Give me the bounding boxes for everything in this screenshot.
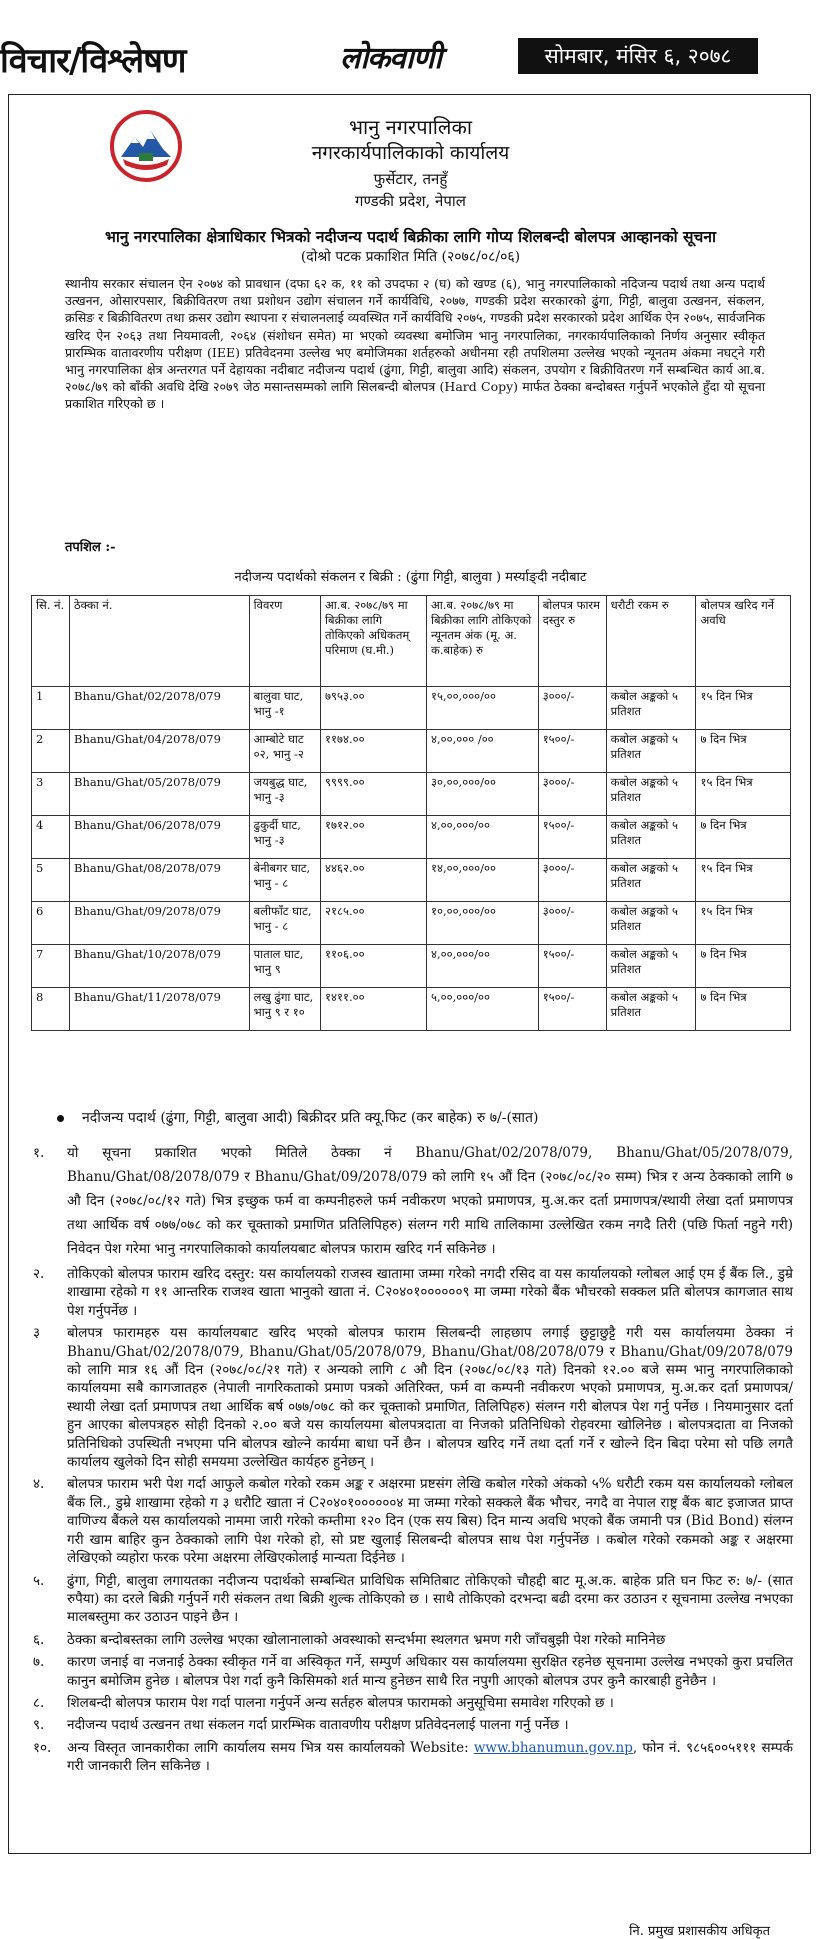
header-cell: आ.ब. २०७८/७९ मा बिक्रीका लागि तोकिएको अधिकतम् परिमाण (घ.मी.) xyxy=(321,596,427,687)
newspaper-masthead xyxy=(0,0,823,100)
table-cell: 5 xyxy=(32,859,70,902)
table-cell: ११०६.०० xyxy=(321,945,427,988)
table-cell: ७ दिन भित्र xyxy=(696,988,791,1031)
scope-line: नदीजन्य पदार्थको संकलन र बिक्री : (ढुंगा गिट्टी, बालुवा ) मर्स्याङ्दी नदीबाट xyxy=(234,570,587,585)
clause-text: तोकिएको बोलपत्र फाराम खरिद दस्तुर: यस कार्यालयको राजस्व खातामा जम्मा गरेको नगदी रसिद वा यस कार्यालयको ग्लोबल आई एम ई बैंक लि., डुम्रे शाखामा रहेको ग ११ आन्तरिक राजश्व खाता भानुको खाता नं. C२०४०१००००००९ मा जम्मा गरेको बैंक भौचरको सक्कल प्रति बोलपत्र कागजात साथ पेश गर्नुपर्नेछ । xyxy=(67,1266,793,1319)
section-title: विचार/विश्लेषण xyxy=(0,41,186,81)
table-cell: १५ दिन भित्र xyxy=(696,773,791,816)
clause-number: ४. xyxy=(33,1476,45,1493)
table-body xyxy=(32,687,791,1031)
bullet-dot-icon xyxy=(57,1115,64,1122)
clause-item xyxy=(33,1475,793,1567)
table-cell: १५००/- xyxy=(538,945,606,988)
table-row xyxy=(32,988,791,1031)
table-row xyxy=(32,730,791,773)
org-name: भानु नगरपालिका xyxy=(348,115,473,139)
clause-number: ३ xyxy=(33,1325,41,1342)
clause-item xyxy=(33,1694,793,1712)
table-row xyxy=(32,687,791,730)
newspaper-name: लोकवाणी xyxy=(340,41,442,76)
table-cell: ३०००/- xyxy=(538,902,606,945)
clause-item xyxy=(33,1265,793,1320)
clause-item xyxy=(33,1716,793,1734)
table-cell: १५००/- xyxy=(538,730,606,773)
table-row xyxy=(32,816,791,859)
table-cell: ७ दिन भित्र xyxy=(696,816,791,859)
table-cell: ११७४.०० xyxy=(321,730,427,773)
table-cell: ३०००/- xyxy=(538,687,606,730)
details-heading: तपशिल :- xyxy=(65,540,116,555)
table-cell: १५ दिन भित्र xyxy=(696,859,791,902)
clause-item xyxy=(33,1653,793,1690)
signature-designation: नि. प्रमुख प्रशासकीय अधिकृत xyxy=(629,1924,770,1939)
table-cell: ४,००,००० /०० xyxy=(426,730,538,773)
table-cell: ४४६२.०० xyxy=(321,859,427,902)
table-cell: १५००/- xyxy=(538,988,606,1031)
table-cell: १७१२.०० xyxy=(321,816,427,859)
table-cell: ४,००,०००/०० xyxy=(426,945,538,988)
header-cell: बोलपत्र खरिद गर्ने अवधि xyxy=(696,596,791,687)
table-cell: ३०००/- xyxy=(538,859,606,902)
clause-item xyxy=(33,1324,793,1471)
table-cell: Bhanu/Ghat/09/2078/079 xyxy=(70,902,250,945)
org-address: फुर्सेटार, तनहुँ xyxy=(373,170,448,188)
table-cell: १४,००,०००/०० xyxy=(426,859,538,902)
table-cell: ३०००/- xyxy=(538,773,606,816)
table-cell: आम्बोटे घाट ०२, भानु -२ xyxy=(249,730,320,773)
table-cell: २१८५.०० xyxy=(321,902,427,945)
clause-text: बोलपत्र फाराम भरी पेश गर्दा आफुले कबोल गरेको रकम अङ्क र अक्षरमा प्रष्टसंग लेखि कबोल गरेको अंकको ५% धरौटी रकम यस कार्यालयको ग्लोबल बैंक लि., डुम्रे शाखामा रहेको ग ३ धरौटि खाता नं C२०४०१००००००४ मा जम्मा गरेको सक्कले बैंक भौचर, नगदै वा नेपाल राष्ट्र बैंक बाट इजाजत प्राप्त वाणिज्य बैंकले यस कार्यालयको नाममा जारी गरेको कम्तीमा १२० दिन (एक सय बिस) दिन मान्य अवधि भएको बैंक जमानी पत्र (Bid Bond) संलग्न गरी खाम बाहिर कुन ठेक्काको लागि पेश गरेको हो, सो प्रष्ट खुलाई सिलबन्दी बोलपत्र साथ पेश गर्नुपर्नेछ । कबोल गरेको रकमको अङ्क र अक्षरमा लेखिएको व्यहोरा फरक परेमा अक्षरमा लेखिएकोलाई मान्यता दिईनेछ । xyxy=(67,1476,793,1567)
table-cell: 7 xyxy=(32,945,70,988)
table-cell: १५,००,०००/०० xyxy=(426,687,538,730)
table-cell: 6 xyxy=(32,902,70,945)
rate-bullet xyxy=(57,1108,538,1127)
table-row xyxy=(32,773,791,816)
notice-subtitle: (दोश्रो पटक प्रकाशित मिति (२०७८/०८/०६) xyxy=(300,249,521,265)
org-office: नगरकार्यपालिकाको कार्यालय xyxy=(311,142,510,164)
clause-number: २. xyxy=(33,1266,45,1282)
table-cell: कबोल अङ्कको ५ प्रतिशत xyxy=(606,730,696,773)
table-cell: १५ दिन भित्र xyxy=(696,687,791,730)
table-cell: Bhanu/Ghat/08/2078/079 xyxy=(70,859,250,902)
table-cell: 2 xyxy=(32,730,70,773)
table-cell: लखु ढुंगा घाट, भानु ९ र १० xyxy=(249,988,320,1031)
clause-text: ढुंगा, गिट्टी, बालुवा लगायतका नदीजन्य पदार्थको सम्बन्धित प्राविधिक समितिबाट तोकिएको चौहद्दी बाट मू.अ.क. बाहेक प्रति घन फिट रु: ७/- (सात रुपैया) का दरले बिक्री गर्नुपर्ने गरी संकलन तथा बिक्री शुल्क तोकिएको छ । साथै तोकिएको दरभन्दा बढी दरमा कर उठाउन र सूचनामा उल्लेख नभएका मालबस्तुमा कर उठाउन पाइने छैन । xyxy=(67,1572,793,1626)
table-cell: बेनीबगर घाट, भानु - ८ xyxy=(249,859,320,902)
clause-item xyxy=(33,1572,793,1627)
clause-number: ६. xyxy=(33,1631,45,1648)
table-cell: कबोल अङ्कको ५ प्रतिशत xyxy=(606,773,696,816)
table-cell: Bhanu/Ghat/06/2078/079 xyxy=(70,816,250,859)
table-row xyxy=(32,859,791,902)
table-cell: कबोल अङ्कको ५ प्रतिशत xyxy=(606,687,696,730)
clause-number: १. xyxy=(33,1145,45,1161)
clause-number: ९. xyxy=(33,1717,45,1734)
clause-text: नदीजन्य पदार्थ उत्खनन तथा संकलन गर्दा प्रारम्भिक वातावणीय परीक्षण प्रतिवेदनलाई पालना गर्नु पर्नेछ । xyxy=(67,1717,569,1734)
tender-table xyxy=(31,595,791,1031)
clause-item xyxy=(33,1631,793,1649)
table-cell: Bhanu/Ghat/02/2078/079 xyxy=(70,687,250,730)
rate-text: नदीजन्य पदार्थ (ढुंगा, गिट्टी, बालुवा आदी) बिक्रीदर प्रति क्यू.फिट (कर बाहेक) रु ७/-(सात) xyxy=(82,1110,539,1126)
table-cell: ढुकुर्दी घाट, भानु -३ xyxy=(249,816,320,859)
table-cell: 1 xyxy=(32,687,70,730)
clause-item xyxy=(33,1141,793,1261)
clause-number: ८. xyxy=(33,1694,45,1711)
table-cell: १४११.०० xyxy=(321,988,427,1031)
table-cell: कबोल अङ्कको ५ प्रतिशत xyxy=(606,902,696,945)
table-row xyxy=(32,902,791,945)
header-cell: आ.ब. २०७८/७९ मा बिक्रीका लागि तोकिएको न्यूनतम अंक (मू. अ. क.बाहेक) रु xyxy=(426,596,538,687)
clause-number: १०. xyxy=(33,1739,52,1756)
clause-text: यो सूचना प्रकाशित भएको मितिले ठेक्का नं Bhanu/Ghat/02/2078/079, Bhanu/Ghat/05/2078/079, Bhanu/Ghat/08/2078/079 र Bhanu/Ghat/09/2078/079 को लागि १५ औं दिन (२०७८/०८/२० सम्म) भित्र र अन्य ठेक्काको लागि ७ औ दिन (२०७८/०८/१२ गते) भित्र इच्छुक फर्म वा कम्पनीहरुले फर्म नवीकरण भएको प्रमाणपत्र, मु.अ.कर दर्ता प्रमाणपत्र/स्थायी लेखा दर्ता प्रमाणपत्र तथा आर्थिक वर्ष ०७७/०७८ को कर चूक्ताको प्रमाणित प्रतिलिपिहरु) संलग्न गरी माथि तालिकामा उल्लेखित रकम नगदै तिरी (पछि फिर्ता नहुने गरी) निवेदन पेश गरेमा भानु नगरपालिकाको कार्यालयबाट बोलपत्र फाराम खरिद गर्न सकिनेछ । xyxy=(67,1145,793,1257)
table-cell: Bhanu/Ghat/11/2078/079 xyxy=(70,988,250,1031)
table-cell: कबोल अङ्कको ५ प्रतिशत xyxy=(606,945,696,988)
clause-text: शिलबन्दी बोलपत्र फाराम पेश गर्दा पालना गर्नुपर्ने अन्य सर्तहरु बोलपत्र फारामको अनुसूचिमा समावेश गरिएको छ । xyxy=(67,1694,614,1711)
table-cell: ७ दिन भित्र xyxy=(696,730,791,773)
org-province: गण्डकी प्रदेश, नेपाल xyxy=(355,192,466,210)
table-row xyxy=(32,945,791,988)
table-cell: बलीफाँट घाट, भानु - ८ xyxy=(249,902,320,945)
table-cell: ७ दिन भित्र xyxy=(696,945,791,988)
header-cell: विवरण xyxy=(249,596,320,687)
table-cell: कबोल अङ्कको ५ प्रतिशत xyxy=(606,859,696,902)
table-cell: १५००/- xyxy=(538,816,606,859)
clause-text: कारण जनाई वा नजनाई ठेक्का स्वीकृत गर्ने वा अस्विकृत गर्ने, सम्पुर्ण अधिकार यस कार्यालयमा सुरक्षित रहनेछ सूचनामा उल्लेख नभएको कुरा प्रचलित कानुन बमोजिम हुनेछ । बोलपत्र पेश गर्दा कुनै किसिमको शर्त मान्य हुनेछन साथै रित नपुगी आएको बोलपत्र उपर कुनै कारबाही हुनेछैन । xyxy=(67,1654,793,1689)
clause-text: ठेक्का बन्दोबस्तका लागि उल्लेख भएका खोलानालाको अवस्थाको सन्दर्भमा स्थलगत भ्रमण गरी जाँचबुझी पेश गरेको मानिनेछ xyxy=(67,1631,666,1648)
table-cell: ७९५३.०० xyxy=(321,687,427,730)
table-cell: Bhanu/Ghat/05/2078/079 xyxy=(70,773,250,816)
table-cell: बालुवा घाट, भानु -१ xyxy=(249,687,320,730)
clause-text: बोलपत्र फारामहरु यस कार्यालयबाट खरिद भएको बोलपत्र फाराम सिलबन्दी लाहछाप लगाई छुट्टाछुट्टै गरी यस कार्यालयमा ठेक्का नं Bhanu/Ghat/02/2078/079, Bhanu/Ghat/05/2078/079, Bhanu/Ghat/08/2078/079 र Bhanu/Ghat/09/2078/079 को लागि मात्र १६ औं दिन (२०७८/०८/२१ गते) र अन्यको लागि ८ औ दिन (२०७८/०८/१३ गते) दिनको १२.०० बजे सम्म भानु नगरपालिकाको कार्यालयमा सबै कागजातहरु (नेपाली नागरिकताको प्रमाण पत्रको अतिरिक्त, फर्म वा कम्पनी नवीकरण भएको प्रमाणपत्र, मु.अ.कर दर्ता प्रमाणपत्र/स्थायी लेखा दर्ता प्रमाणपत्र तथा आर्थिक बर्ष ०७७/०७८ को कर चूक्ताको प्रमाणित, तिलिपिहरु) संलग्न गरी बोलपत्र पेश गर्नु पर्नेछ । नियमानुसार दर्ता हुन आएका बोलपत्रहरु सोही दिनको २.०० बजे यस कार्यालयमा बोलपत्रदाता वा निजको प्रतिनिधिको रोहवरमा खोलिनेछ । बोलपत्रदाता वा निजको प्रतिनिधिको उपस्थिती नभएमा पनि बोलपत्र खोल्ने कार्यमा बाधा पर्ने छैन । बोलपत्र खरिद गर्ने तथा दर्ता गर्ने र खोल्ने दिन बिदा परेमा सो पछि लगतै कार्यालय खुलेको दिन सोही समयमा उल्लेखित कार्यहरु हुनेछन् । xyxy=(67,1325,793,1471)
clause-item xyxy=(33,1739,793,1776)
clause-number: ७. xyxy=(33,1654,45,1671)
table-cell: १०,००,०००/०० xyxy=(426,902,538,945)
table-cell: ४,००,०००/०० xyxy=(426,816,538,859)
table-cell: Bhanu/Ghat/10/2078/079 xyxy=(70,945,250,988)
issue-date: सोमबार, मंसिर ६, २०७८ xyxy=(518,38,758,74)
clause-number: ५. xyxy=(33,1572,45,1589)
notice-title: भानु नगरपालिका क्षेत्राधिकार भित्रको नदीजन्य पदार्थ बिक्रीका लागि गोप्य शिलबन्दी बोलपत्र आव्हानको सूचना xyxy=(104,228,716,246)
intro-paragraph: स्थानीय सरकार संचालन ऐन २०७४ को प्रावधान (दफा ६२ क, ११ को उपदफा २ (घ) को खण्ड (६), भानु नगरपालिकाको नदिजन्य पदार्थ तथा अन्य पदार्थ उत्खनन, ओसारपसार, बिक्रीवितरण तथा प्रशोधन उद्योग संचालन गर्ने कार्यविधि, २०७७, गण्डकी प्रदेश सरकारको ढुंगा, गिट्टी, बालुवा उत्खनन, संकलन, क्रसिङ र बिक्रीवितरण तथा क्रसर उद्योग स्थापना र संचालनलाई व्यवस्थित गर्ने कार्यविधि २०७५, गण्डकी प्रदेश सरकारको प्रदेश आर्थिक ऐन २०७५, सार्वजनिक खरिद ऐन २०६३ तथा नियमावली, २०६४ (संशोधन समेत) मा भएको व्यवस्था बमोजिम भानु नगरपालिका, नगरकार्यपालिकाको निर्णय अनुसार स्वीकृत प्रारम्भिक वातावरणीय परीक्षण (IEE) प्रतिवेदनमा उल्लेख भए बमोजिमका शर्तहरुको अधीनमा रही तपशिलमा उल्लेख भएको न्यूनतम अंकमा नघट्ने गरी भानु नगरपालिका क्षेत्र अन्तरगत पर्ने देहायका नदीबाट नदीजन्य पदार्थ (ढुंगा, गिट्टी, बालुवा आदि) संकलन, उपयोग र बिक्रीवितरण गर्ने सम्बन्धित कार्य आ.ब. २०७८/७९ को बाँकी अवधि देखि २०७९ जेठ मसान्तसम्मको लागि सिलबन्दी बोलपत्र (Hard Copy) मार्फत ठेक्का बन्दोबस्त गर्नुपर्ने भएकोले हुँदा यो सूचना प्रकाशित गरिएको छ । xyxy=(65,276,765,412)
website-link[interactable]: www.bhanumun.gov.np xyxy=(473,1739,633,1756)
table-cell: 4 xyxy=(32,816,70,859)
header-cell: सि. नं. xyxy=(32,596,70,687)
clause-text-after: , फोन नं. ९८५६००५१११ सम्पर्क गरी जानकारी लिन सकिनेछ । xyxy=(67,1739,793,1775)
table-cell: कबोल अङ्कको ५ प्रतिशत xyxy=(606,816,696,859)
table-cell: कबोल अङ्कको ५ प्रतिशत xyxy=(606,988,696,1031)
clause-text: अन्य विस्तृत जानकारीका लागि कार्यालय समय भित्र यस कार्यालयको Website: xyxy=(67,1739,469,1756)
table-cell: Bhanu/Ghat/04/2078/079 xyxy=(70,730,250,773)
table-cell: ३०,००,०००/०० xyxy=(426,773,538,816)
table-cell: पाताल घाट, भानु ९ xyxy=(249,945,320,988)
table-cell: ९९९९.०० xyxy=(321,773,427,816)
clauses-list xyxy=(33,1141,793,1780)
header-cell: ठेक्का नं. xyxy=(70,596,250,687)
table-cell: 3 xyxy=(32,773,70,816)
table-cell: जयबुद्ध घाट, भानु -३ xyxy=(249,773,320,816)
tender-notice xyxy=(8,94,811,1939)
header-cell: धरौटी रकम रु xyxy=(606,596,696,687)
table-cell: 8 xyxy=(32,988,70,1031)
table-header-row xyxy=(32,596,791,687)
table-cell: ५,००,०००/०० xyxy=(426,988,538,1031)
table-cell: १५ दिन भित्र xyxy=(696,902,791,945)
header-cell: बोलपत्र फारम दस्तुर रु xyxy=(538,596,606,687)
